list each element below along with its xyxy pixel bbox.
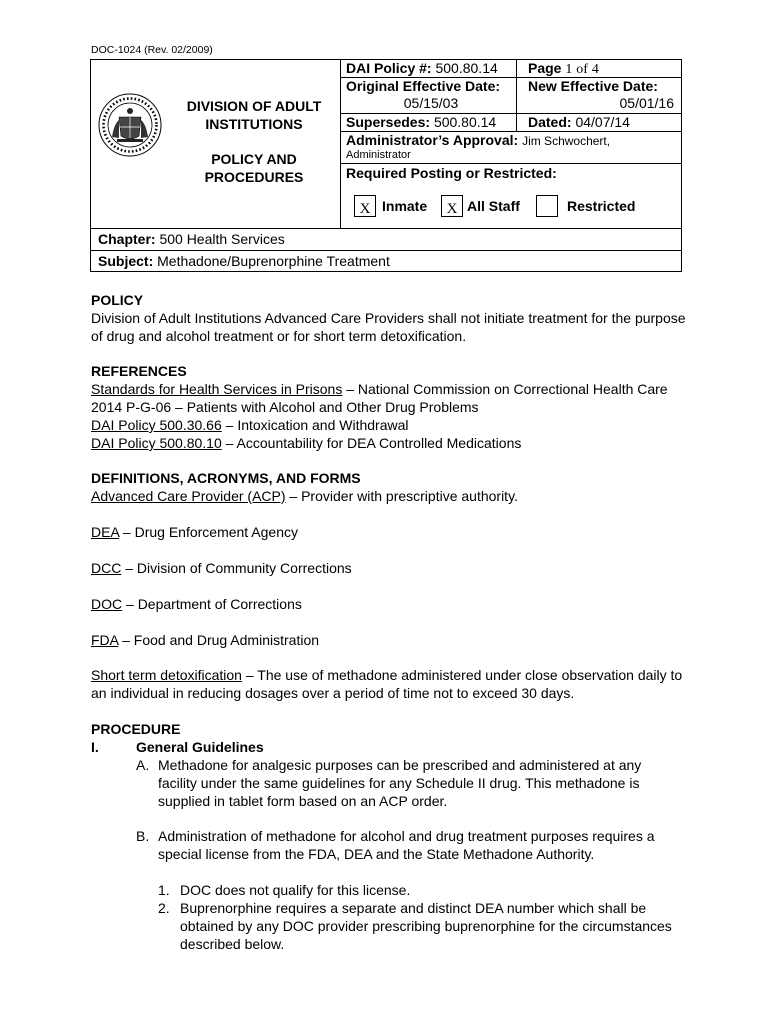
definition-item: DCC – Division of Community Corrections [91, 560, 352, 576]
division-title [167, 97, 341, 133]
new-effective-label: New Effective Date: [528, 78, 658, 94]
administrator-title: Administrator [346, 149, 411, 161]
definitions-heading: DEFINITIONS, ACRONYMS, AND FORMS [91, 470, 361, 486]
dai-policy-number: DAI Policy #: 500.80.14 [346, 60, 498, 76]
restricted-label: Restricted [567, 198, 636, 214]
new-effective-date: 05/01/16 [619, 95, 674, 111]
page-count: Page 1 of 4 [528, 60, 599, 77]
policy-procedures-title [167, 150, 341, 186]
reference-item: Standards for Health Services in Prisons – National Commission on Correctional Health Care 2014 P-G-06 – Patients with Alcohol and Other Drug Problems [91, 381, 668, 415]
all-staff-label: All Staff [467, 198, 520, 214]
definition-item: DOC – Department of Corrections [91, 596, 302, 612]
reference-link-standards[interactable]: Standards for Health Services in Prisons [91, 381, 343, 397]
reference-item: DAI Policy 500.80.10 – Accountability for DEA Controlled Medications [91, 435, 522, 451]
subject-line: Subject: Methadone/Buprenorphine Treatment [98, 253, 390, 269]
all-staff-checkbox[interactable]: X [441, 195, 463, 217]
definition-item: FDA – Food and Drug Administration [91, 632, 320, 648]
supersedes: Supersedes: 500.80.14 [346, 114, 497, 130]
procedure-item-b: B. Administration of methadone for alcohol and drug treatment purposes requires a special license from the FDA, DEA and the State Methadone Authority. [136, 828, 655, 862]
original-effective-label: Original Effective Date: [346, 78, 501, 94]
procedure-section-title: I. General Guidelines [91, 739, 264, 755]
chapter-subject-divider [91, 250, 681, 251]
references-heading: REFERENCES [91, 363, 187, 379]
policy-section [91, 291, 691, 345]
procedure-item-a: A. Methadone for analgesic purposes can be prescribed and administered at any facility under the same guidelines for any Schedule II drug. This methadone is supplied in tablet form based on an ACP order. [136, 757, 642, 809]
reference-link-500-80-10[interactable]: DAI Policy 500.80.10 [91, 435, 222, 451]
procedure-section [91, 720, 691, 756]
form-code: DOC-1024 (Rev. 02/2009) [91, 44, 213, 56]
definition-item: Advanced Care Provider (ACP) – Provider with prescriptive authority. [91, 488, 518, 504]
state-seal-icon [97, 92, 163, 158]
inmate-checkbox[interactable]: X [354, 195, 376, 217]
definition-item: DEA – Drug Enforcement Agency [91, 524, 299, 540]
definitions-section [91, 469, 691, 505]
procedure-item-b2: 2. Buprenorphine requires a separate and distinct DEA number which shall be obtained by any DOC provider prescribing buprenorphine for the circumstances described below. [158, 900, 672, 952]
required-posting-label: Required Posting or Restricted: [346, 165, 557, 181]
administrator-approval: Administrator’s Approval: Jim Schwochert, [346, 132, 611, 148]
dated: Dated: 04/07/14 [528, 114, 630, 130]
definition-item: Short term detoxification – The use of methadone administered under close observation daily to an individual in reducing dosages over a period of time not to exceed 30 days. [91, 667, 683, 701]
policy-title-line2: PROCEDURES [204, 169, 304, 185]
restricted-checkbox[interactable] [536, 195, 558, 217]
chapter-subject-box [90, 228, 682, 272]
policy-title-line1: POLICY AND [211, 151, 297, 167]
reference-item: DAI Policy 500.30.66 – Intoxication and Withdrawal [91, 417, 409, 433]
inmate-label: Inmate [382, 198, 428, 214]
procedure-heading: PROCEDURE [91, 721, 181, 737]
division-title-line1: DIVISION OF ADULT [186, 98, 322, 114]
procedure-item-b1: 1. DOC does not qualify for this license. [158, 882, 411, 898]
policy-heading: POLICY [91, 292, 144, 308]
chapter-line: Chapter: 500 Health Services [98, 231, 285, 247]
policy-text: Division of Adult Institutions Advanced Care Providers shall not initiate treatment for the purpose of drug and alcohol treatment or for short term detoxification. [91, 310, 686, 344]
original-effective-date: 05/15/03 [403, 95, 459, 111]
division-title-line2: INSTITUTIONS [205, 116, 303, 132]
references-section [91, 362, 691, 452]
reference-link-500-30-66[interactable]: DAI Policy 500.30.66 [91, 417, 222, 433]
